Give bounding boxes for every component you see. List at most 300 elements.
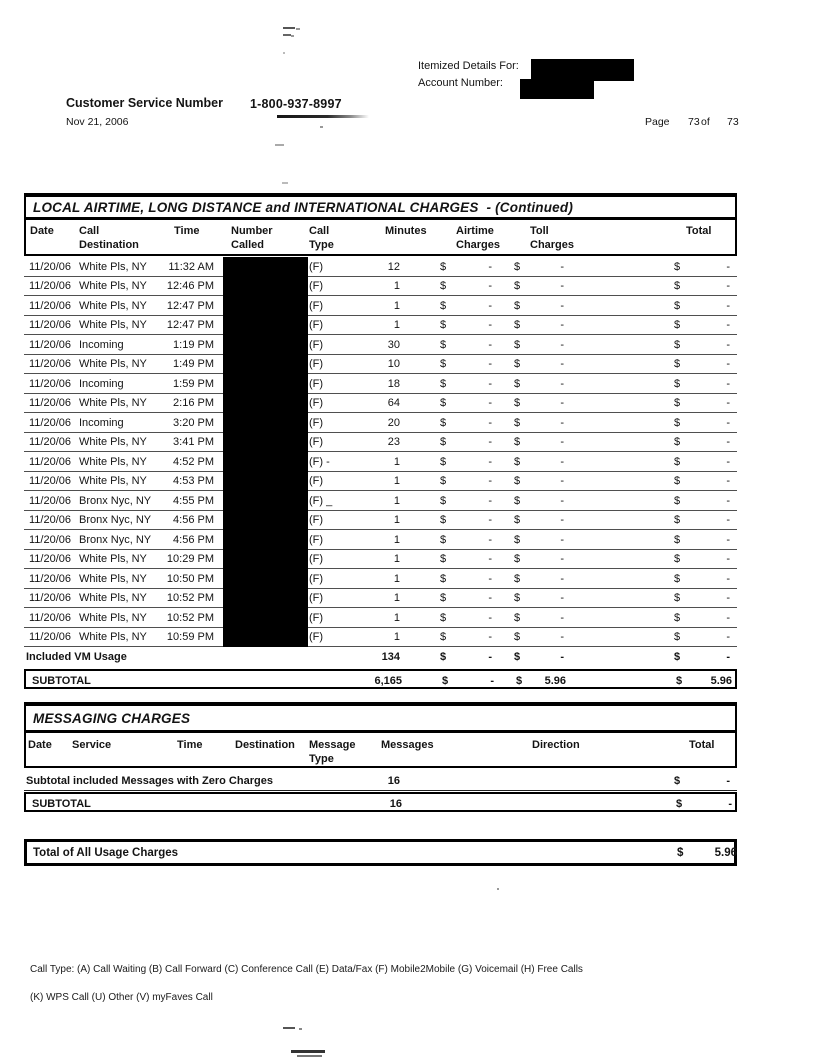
subtotal-label: SUBTOTAL [32,674,91,687]
currency-symbol: $ [514,572,521,585]
call-type-legend-line1: Call Type: (A) Call Waiting (B) Call Forward (C) Conference Call (E) Data/Fax (F) Mobile2Mobile (G) Voicemail (H) Free Calls [30,964,583,975]
airtime-charge: - [488,436,492,448]
call-destination: Bronx Nyc, NY [79,533,152,546]
call-minutes: 30 [387,338,400,351]
currency-symbol: $ [514,455,521,468]
call-date: 11/20/06 [29,358,72,370]
call-type: (F) [309,358,324,370]
call-time: 4:52 PM [173,455,214,468]
currency-symbol: $ [674,280,681,292]
currency-symbol: $ [514,592,521,604]
call-date: 11/20/06 [29,436,72,448]
currency-symbol: $ [676,674,683,687]
call-destination: Incoming [79,377,124,390]
call-date: 11/20/06 [29,455,72,468]
call-time: 10:29 PM [166,553,214,565]
subtotal-label: SUBTOTAL [32,797,91,810]
currency-symbol: $ [440,299,447,312]
call-record-row [24,374,737,394]
scan-artifact [283,1027,295,1029]
toll-charge: - [560,338,564,351]
zero-charge-label: Subtotal included Messages with Zero Charges [26,774,273,787]
call-destination: Incoming [79,338,124,351]
currency-symbol: $ [440,358,447,370]
airtime-charge: - [488,533,492,546]
call-type: (F) [309,514,324,526]
toll-charge: - [560,514,564,526]
total-charge: - [726,260,730,273]
call-time: 12:47 PM [166,299,214,312]
call-type: (F) _ [309,494,333,507]
call-record-row [24,569,737,589]
customer-service-number: 1-800-937-8997 [250,97,342,111]
call-destination: White Pls, NY [79,572,147,585]
toll-charge: - [560,416,564,429]
currency-symbol: $ [514,553,521,565]
currency-symbol: $ [674,572,681,585]
column-header-number-called: Number Called [231,225,273,251]
call-record-row [24,277,737,297]
currency-symbol: $ [440,533,447,546]
call-type: (F) [309,397,324,409]
messaging-table-title-text: MESSAGING CHARGES [33,710,191,726]
currency-symbol: $ [440,416,447,429]
call-date: 11/20/06 [29,553,72,565]
subtotal-total-charge: 5.96 [710,674,732,687]
call-destination: White Pls, NY [79,280,147,292]
column-header-direction: Direction [532,739,580,751]
currency-symbol: $ [514,358,521,370]
toll-charge: - [560,494,564,507]
call-type: (F) [309,611,324,624]
account-number-label: Account Number: [418,77,503,89]
scan-artifact [282,182,288,184]
column-header-destination: Destination [235,739,295,751]
airtime-table-header-row [24,220,737,256]
call-minutes: 1 [393,455,400,468]
call-time: 10:50 PM [166,572,214,585]
vm-usage-minutes: 134 [381,650,400,663]
redaction-box-account [520,79,594,99]
currency-symbol: $ [674,358,681,370]
call-record-row [24,296,737,316]
statement-date: Nov 21, 2006 [66,116,129,128]
total-charge: - [726,436,730,448]
column-header-time: Time [177,739,203,751]
currency-symbol: $ [674,416,681,429]
subtotal-airtime-charge: - [490,674,494,687]
column-header-date: Date [30,225,54,237]
currency-symbol: $ [440,572,447,585]
call-type: (F) [309,553,324,565]
call-destination: White Pls, NY [79,631,147,643]
call-time: 11:32 AM [168,260,214,273]
toll-charge: - [560,553,564,565]
currency-symbol: $ [674,611,681,624]
call-destination: Bronx Nyc, NY [79,514,152,526]
call-record-row [24,491,737,511]
call-destination: Bronx Nyc, NY [79,494,152,507]
call-type: (F) [309,280,324,292]
call-minutes: 23 [387,436,400,448]
currency-symbol: $ [674,377,681,390]
currency-symbol: $ [676,797,683,810]
total-charge: - [726,533,730,546]
included-vm-usage-row [24,647,737,667]
call-record-row [24,628,737,648]
scan-artifact [275,144,284,146]
call-record-row [24,589,737,609]
page-label: Page [645,116,670,128]
airtime-charges-table [24,193,737,689]
call-type: (F) [309,299,324,312]
airtime-charge: - [488,475,492,487]
total-charge: - [726,319,730,331]
toll-charge: - [560,260,564,273]
currency-symbol: $ [514,631,521,643]
airtime-table-body [24,257,737,647]
currency-symbol: $ [514,260,521,273]
scan-artifact [283,27,295,29]
call-minutes: 1 [393,553,400,565]
call-destination: White Pls, NY [79,358,147,370]
toll-charge: - [560,377,564,390]
total-charge: - [726,397,730,409]
column-header-message-type: Message Type [309,739,356,765]
call-date: 11/20/06 [29,319,72,331]
call-type-legend-line2: (K) WPS Call (U) Other (V) myFaves Call [30,992,213,1003]
currency-symbol: $ [440,553,447,565]
call-date: 11/20/06 [29,416,72,429]
airtime-charge: - [488,631,492,643]
call-record-row [24,433,737,453]
call-minutes: 64 [387,397,400,409]
call-minutes: 1 [393,592,400,604]
total-charge: - [726,416,730,429]
currency-symbol: $ [674,533,681,546]
call-minutes: 1 [393,611,400,624]
column-header-service: Service [72,739,112,751]
call-date: 11/20/06 [29,631,72,643]
call-time: 3:41 PM [173,436,214,448]
call-date: 11/20/06 [29,494,72,507]
scan-artifact [283,52,285,54]
toll-charge: - [560,533,564,546]
call-minutes: 12 [387,260,400,273]
airtime-table-title [24,193,737,220]
currency-symbol: $ [514,494,521,507]
total-charge: - [726,299,730,312]
total-charge: - [726,631,730,643]
currency-symbol: $ [440,455,447,468]
airtime-subtotal-row [24,669,737,689]
total-charge: - [726,377,730,390]
total-charge: - [726,358,730,370]
currency-symbol: $ [674,553,681,565]
currency-symbol: $ [440,650,447,663]
call-date: 11/20/06 [29,280,72,292]
currency-symbol: $ [514,397,521,409]
call-destination: White Pls, NY [79,319,147,331]
airtime-charge: - [488,592,492,604]
call-type: (F) [309,572,324,585]
call-minutes: 18 [387,377,400,390]
call-time: 12:46 PM [166,280,214,292]
call-destination: White Pls, NY [79,455,147,468]
subtotal-total: - [728,797,732,810]
call-record-row [24,413,737,433]
customer-service-label: Customer Service Number [66,96,224,110]
page-number: 73 [688,116,700,128]
airtime-charge: - [488,338,492,351]
currency-symbol: $ [514,280,521,292]
currency-symbol: $ [440,592,447,604]
currency-symbol: $ [440,475,447,487]
call-time: 10:59 PM [166,631,214,643]
scan-artifact [497,888,499,890]
currency-symbol: $ [674,475,681,487]
scan-artifact [296,28,300,30]
currency-symbol: $ [674,338,681,351]
toll-charge: - [560,436,564,448]
call-type: (F) [309,377,324,390]
currency-symbol: $ [514,416,521,429]
call-record-row [24,316,737,336]
airtime-charge: - [488,416,492,429]
toll-charge: - [560,280,564,292]
total-charge: - [726,572,730,585]
currency-symbol: $ [514,377,521,390]
underline-rule [277,115,369,118]
airtime-charge: - [488,280,492,292]
vm-toll-charge: - [560,650,564,663]
currency-symbol: $ [440,319,447,331]
subtotal-messages-count: 16 [389,797,402,810]
currency-symbol: $ [440,280,447,292]
currency-symbol: $ [516,674,523,687]
call-destination: White Pls, NY [79,611,147,624]
call-date: 11/20/06 [29,475,72,487]
currency-symbol: $ [514,611,521,624]
call-record-row [24,257,737,277]
scan-artifact [299,1028,302,1030]
zero-charge-total: - [726,774,730,787]
subtotal-minutes: 6,165 [374,674,402,687]
call-destination: White Pls, NY [79,397,147,409]
airtime-charge: - [488,319,492,331]
total-charge: - [726,514,730,526]
currency-symbol: $ [440,494,447,507]
column-header-call-destination: Call Destination [79,225,139,251]
scan-artifact [320,126,323,128]
page-count: 73 [727,116,739,128]
page-of-label: of [701,116,710,128]
scan-artifact [297,1055,322,1057]
call-destination: White Pls, NY [79,592,147,604]
zero-charge-messages-count: 16 [387,774,400,787]
total-charge: - [726,280,730,292]
call-time: 4:55 PM [173,494,214,507]
column-header-messages: Messages [381,739,434,751]
call-record-row [24,355,737,375]
call-date: 11/20/06 [29,611,72,624]
call-time: 1:59 PM [173,377,214,390]
currency-symbol: $ [514,319,521,331]
toll-charge: - [560,358,564,370]
call-type: (F) [309,436,324,448]
call-destination: Incoming [79,416,124,429]
currency-symbol: $ [674,436,681,448]
currency-symbol: $ [674,260,681,273]
call-destination: White Pls, NY [79,299,147,312]
toll-charge: - [560,397,564,409]
vm-total-charge: - [726,650,730,663]
toll-charge: - [560,299,564,312]
column-header-total: Total [689,739,715,751]
call-time: 3:20 PM [173,416,214,429]
currency-symbol: $ [674,592,681,604]
call-time: 1:49 PM [173,358,214,370]
currency-symbol: $ [677,847,684,859]
toll-charge: - [560,592,564,604]
call-type: (F) [309,416,324,429]
currency-symbol: $ [674,514,681,526]
total-charge: - [726,592,730,604]
redaction-box-number-called-column [223,257,308,647]
call-minutes: 1 [393,533,400,546]
grand-total-label: Total of All Usage Charges [33,847,179,859]
scan-artifact [291,35,294,37]
zero-charge-messages-row [24,771,737,791]
call-record-row [24,472,737,492]
airtime-charge: - [488,553,492,565]
messaging-table-header-row [24,733,737,768]
currency-symbol: $ [440,377,447,390]
airtime-charge: - [488,299,492,312]
currency-symbol: $ [440,436,447,448]
currency-symbol: $ [514,533,521,546]
currency-symbol: $ [514,475,521,487]
column-header-total: Total [686,225,712,237]
currency-symbol: $ [514,338,521,351]
airtime-table-title-text: LOCAL AIRTIME, LONG DISTANCE and INTERNATIONAL CHARGES - (Continued) [33,199,574,215]
currency-symbol: $ [440,611,447,624]
call-type: (F) [309,319,324,331]
total-charge: - [726,494,730,507]
currency-symbol: $ [440,514,447,526]
messaging-table-title [24,702,737,733]
airtime-charge: - [488,611,492,624]
call-minutes: 1 [393,280,400,292]
call-type: (F) [309,338,324,351]
airtime-charge: - [488,358,492,370]
currency-symbol: $ [674,774,681,787]
currency-symbol: $ [674,397,681,409]
currency-symbol: $ [442,674,449,687]
call-date: 11/20/06 [29,397,72,409]
scan-artifact [291,1050,325,1053]
call-time: 4:56 PM [173,514,214,526]
call-minutes: 20 [387,416,400,429]
call-date: 11/20/06 [29,299,72,312]
grand-total-value: 5.96 [714,847,737,859]
toll-charge: - [560,455,564,468]
call-record-row [24,550,737,570]
itemized-details-label: Itemized Details For: [418,60,519,72]
column-header-call-type: Call Type [309,225,334,251]
call-destination: White Pls, NY [79,436,147,448]
call-time: 4:56 PM [173,533,214,546]
call-date: 11/20/06 [29,533,72,546]
column-header-date: Date [28,739,52,751]
call-minutes: 1 [393,514,400,526]
call-minutes: 1 [393,631,400,643]
call-date: 11/20/06 [29,377,72,390]
call-time: 4:53 PM [173,475,214,487]
toll-charge: - [560,611,564,624]
toll-charge: - [560,572,564,585]
toll-charge: - [560,631,564,643]
total-charge: - [726,553,730,565]
call-record-row [24,335,737,355]
airtime-charge: - [488,260,492,273]
call-date: 11/20/06 [29,514,72,526]
airtime-charge: - [488,397,492,409]
call-record-row [24,452,737,472]
call-time: 1:19 PM [173,338,214,351]
call-time: 10:52 PM [166,611,214,624]
call-type: (F) [309,592,324,604]
currency-symbol: $ [674,455,681,468]
call-minutes: 1 [393,494,400,507]
toll-charge: - [560,319,564,331]
column-header-airtime-charges: Airtime Charges [456,225,501,251]
column-header-minutes: Minutes [385,225,427,237]
currency-symbol: $ [674,650,681,663]
toll-charge: - [560,475,564,487]
call-minutes: 1 [393,475,400,487]
currency-symbol: $ [674,299,681,312]
redaction-box-name [531,59,634,81]
call-time: 2:16 PM [173,397,214,409]
call-date: 11/20/06 [29,572,72,585]
column-header-toll-charges: Toll Charges [530,225,575,251]
call-minutes: 1 [393,319,400,331]
call-minutes: 1 [393,299,400,312]
messaging-subtotal-row [24,792,737,812]
airtime-charge: - [488,455,492,468]
total-charge: - [726,475,730,487]
currency-symbol: $ [440,260,447,273]
call-destination: White Pls, NY [79,260,147,273]
call-type: (F) [309,260,324,273]
currency-symbol: $ [440,631,447,643]
currency-symbol: $ [674,319,681,331]
currency-symbol: $ [514,650,521,663]
airtime-charge: - [488,494,492,507]
call-date: 11/20/06 [29,260,72,273]
call-destination: White Pls, NY [79,475,147,487]
call-record-row [24,394,737,414]
currency-symbol: $ [674,494,681,507]
call-type: (F) [309,533,324,546]
grand-total-row [24,839,737,866]
scan-artifact [283,34,291,36]
airtime-charge: - [488,572,492,585]
call-record-row [24,608,737,628]
call-type: (F) [309,475,324,487]
subtotal-toll-charge: 5.96 [544,674,566,687]
